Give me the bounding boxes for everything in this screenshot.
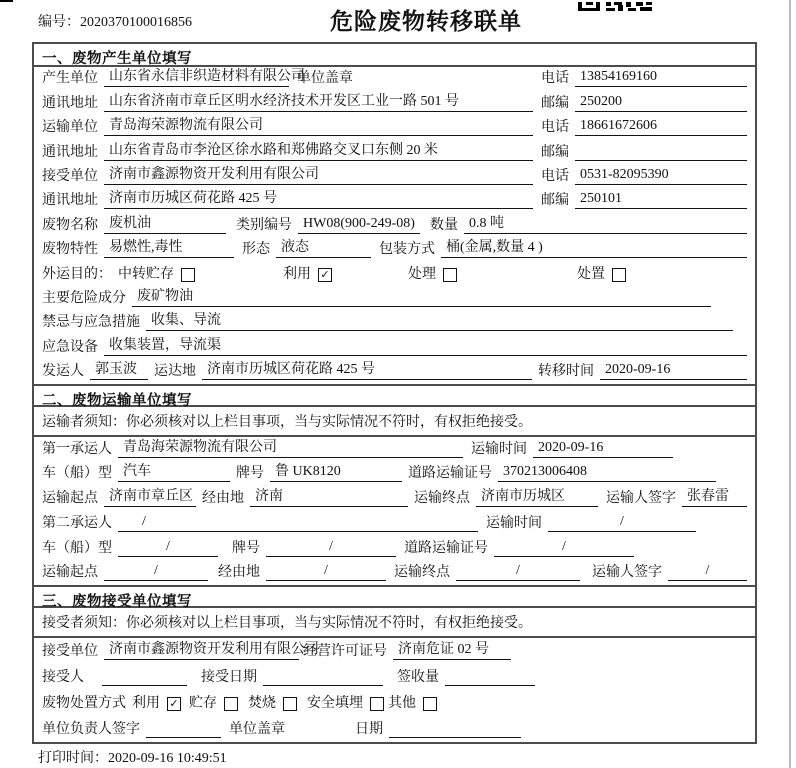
- form-row: [34, 140, 755, 164]
- field-label: 电话: [541, 168, 569, 184]
- form-row: [34, 561, 755, 586]
- option-label: 贮存: [189, 696, 217, 712]
- page-corner-mark: [0, 0, 13, 2]
- license-number-value: 济南危证 02 号: [393, 638, 511, 660]
- field-label: 运达地: [154, 364, 196, 380]
- field-label: 废物名称: [42, 217, 98, 233]
- vehicle-type-1-value: 汽车: [118, 460, 230, 482]
- print-time-value: 2020-09-16 10:49:51: [108, 751, 227, 766]
- received-quantity-value: [445, 684, 535, 686]
- field-label: 运输人签字: [606, 491, 676, 507]
- main-hazard-component-value: 废矿物油: [132, 285, 711, 307]
- field-label: 车（船）型: [42, 466, 112, 482]
- field-label: 通讯地址: [42, 193, 98, 209]
- option-label: 处理: [408, 266, 436, 282]
- transport-date-2-value: /: [548, 514, 696, 532]
- field-label: 单位负责人签字: [42, 722, 140, 738]
- field-label: 运输终点: [394, 565, 450, 581]
- terminal-2-value: /: [456, 563, 580, 581]
- form-table: [32, 42, 757, 744]
- transporter-unit-value: 青岛海荣源物流有限公司: [104, 114, 533, 136]
- waste-characteristics-value: 易燃性,毒性: [104, 236, 234, 258]
- qr-code-fragment-icon: [578, 0, 652, 16]
- serial-value: 2020370100016856: [80, 15, 192, 30]
- receiver-address-value: 济南市历城区荷花路 425 号: [104, 187, 533, 209]
- checkbox-icon: [443, 268, 457, 282]
- form-row-outbound-purpose: [34, 262, 755, 286]
- producer-address-value: 山东省济南市章丘区明水经济技术开发区工业一路 501 号: [104, 90, 533, 112]
- form-row: [34, 91, 755, 115]
- field-label: 牌号: [236, 466, 264, 482]
- option-label: 焚烧: [248, 696, 276, 712]
- field-label: 电话: [541, 120, 569, 136]
- vehicle-type-2-value: /: [118, 539, 218, 557]
- checkbox-icon: [181, 268, 195, 282]
- checkbox-mark: ✓: [169, 697, 179, 711]
- form-row: [34, 536, 755, 561]
- field-label: 废物特性: [42, 242, 98, 258]
- option-label: 安全填埋: [307, 696, 363, 712]
- form-row: [34, 287, 755, 311]
- waste-quantity-value: 0.8 吨: [464, 212, 747, 234]
- page-title: 危险废物转移联单: [330, 9, 522, 34]
- checkbox-icon: [167, 697, 181, 711]
- receiver-unit-value: 济南市鑫源物资开发利用有限公司: [104, 163, 533, 185]
- field-label: 接受单位: [42, 168, 98, 184]
- field-label: 经营许可证号: [303, 644, 387, 660]
- form-row: [34, 462, 755, 487]
- form-row: [34, 311, 755, 335]
- transport-date-1-value: 2020-09-16: [533, 440, 673, 458]
- option-label: 处置: [577, 266, 605, 282]
- field-label: 运输起点: [42, 565, 98, 581]
- form-row: [34, 213, 755, 237]
- field-label: 包装方式: [379, 242, 435, 258]
- field-label: 邮编: [541, 193, 569, 209]
- emergency-equipment-value: 收集装置，导流渠: [104, 334, 747, 356]
- page-edge-line: [789, 0, 791, 768]
- taboo-emergency-measures-value: 收集、导流: [146, 309, 733, 331]
- unit-seal-label: 单位盖章: [297, 71, 353, 87]
- checkbox-icon: [370, 697, 384, 711]
- field-label: 车（船）型: [42, 540, 112, 556]
- form-row: [34, 116, 755, 140]
- form-row: [34, 335, 755, 359]
- checkbox-icon: [318, 268, 332, 282]
- form-row: [34, 360, 755, 384]
- receiving-unit-value: 济南市鑫源物资开发利用有限公司: [104, 638, 299, 660]
- first-carrier-value: 青岛海荣源物流有限公司: [118, 436, 463, 458]
- option-label: 其他: [388, 696, 416, 712]
- waste-category-code-value: HW08(900-249-08): [298, 216, 420, 234]
- form-row: [34, 638, 755, 664]
- field-label: 运输起点: [42, 491, 98, 507]
- transporter-address-value: 山东省青岛市李沧区徐水路和郑佛路交叉口东侧 20 米: [104, 139, 533, 161]
- plate-number-1-value: 鲁 UK8120: [270, 460, 402, 482]
- responsible-signature-value: [146, 736, 221, 738]
- field-label: 签收量: [397, 670, 439, 686]
- field-label: 通讯地址: [42, 144, 98, 160]
- field-label: 废物处置方式: [42, 696, 126, 712]
- via-1-value: 济南: [250, 485, 408, 507]
- field-label: 牌号: [232, 540, 260, 556]
- sign-date-value: [389, 736, 521, 738]
- form-row: [34, 67, 755, 91]
- field-label: 产生单位: [42, 71, 98, 87]
- print-time: [38, 747, 227, 767]
- receiver-postcode-value: 250101: [575, 191, 747, 209]
- field-label: 外运目的：: [42, 266, 112, 282]
- producer-postcode-value: 250200: [575, 94, 747, 112]
- carrier-signature-2-value: /: [668, 563, 747, 581]
- field-label: 第一承运人: [42, 441, 112, 457]
- consignor-value: 郭玉波: [90, 358, 148, 380]
- option-label: 利用: [283, 266, 311, 282]
- form-row: [34, 165, 755, 189]
- origin-1-value: 济南市章丘区: [104, 485, 196, 507]
- destination-value: 济南市历城区荷花路 425 号: [202, 358, 532, 380]
- option-label: 利用: [132, 696, 160, 712]
- print-time-label: 打印时间：: [38, 751, 108, 766]
- serial-label: 编号：: [38, 15, 80, 30]
- field-label: 邮编: [541, 144, 569, 160]
- form-row-disposal-method: [34, 690, 755, 716]
- form-row: [34, 238, 755, 262]
- field-label: 运输时间: [486, 515, 542, 531]
- field-label: 经由地: [218, 565, 260, 581]
- field-label: 运输单位: [42, 120, 98, 136]
- checkbox-icon: [224, 697, 238, 711]
- checkbox-icon: [283, 697, 297, 711]
- receiver-person-value: [102, 684, 187, 686]
- field-label: 发运人: [42, 364, 84, 380]
- via-2-value: /: [266, 563, 386, 581]
- field-label: 电话: [541, 71, 569, 87]
- form-row: [34, 189, 755, 213]
- waste-name-value: 废机油: [104, 212, 226, 234]
- field-label: 接受日期: [201, 670, 257, 686]
- field-label: 数量: [430, 217, 458, 233]
- section1-header: 一、废物产生单位填写: [34, 44, 755, 67]
- plate-number-2-value: /: [266, 539, 396, 557]
- field-label: 运输人签字: [592, 565, 662, 581]
- option-label: 中转贮存: [118, 266, 174, 282]
- form-row: [34, 437, 755, 462]
- field-label: 通讯地址: [42, 95, 98, 111]
- field-label: 接受人: [42, 670, 84, 686]
- field-label: 接受单位: [42, 644, 98, 660]
- transporter-notice: 运输者须知：你必须核对以上栏目事项，当与实际情况不符时，有权拒绝接受。: [34, 407, 755, 437]
- form-row: [34, 486, 755, 511]
- field-label: 运输时间: [471, 441, 527, 457]
- road-transport-cert-2-value: /: [494, 539, 634, 557]
- field-label: 道路运输证号: [408, 466, 492, 482]
- road-transport-cert-1-value: 370213006408: [498, 464, 716, 482]
- section2-header: 二、废物运输单位填写: [34, 384, 755, 407]
- form-row: [34, 664, 755, 690]
- packing-method-value: 桶(金属,数量 4 ): [441, 236, 747, 258]
- serial-number: [38, 11, 192, 31]
- field-label: 日期: [355, 722, 383, 738]
- origin-2-value: /: [104, 563, 208, 581]
- field-label: 经由地: [202, 491, 244, 507]
- carrier-signature-1-value: 张春雷: [682, 485, 747, 507]
- field-label: 类别编号: [236, 217, 292, 233]
- transporter-phone-value: 18661672606: [575, 118, 747, 136]
- waste-form-value: 液态: [276, 236, 371, 258]
- form-row: [34, 716, 755, 742]
- field-label: 应急设备: [42, 339, 98, 355]
- field-label: 禁忌与应急措施: [42, 315, 140, 331]
- field-label: 邮编: [541, 95, 569, 111]
- receiver-notice: 接受者须知：你必须核对以上栏目事项，当与实际情况不符时，有权拒绝接受。: [34, 608, 755, 638]
- receive-date-value: [263, 684, 383, 686]
- field-label: 转移时间: [538, 364, 594, 380]
- unit-seal-label: 单位盖章: [229, 722, 285, 738]
- field-label: 主要危险成分: [42, 290, 126, 306]
- field-label: 第二承运人: [42, 515, 112, 531]
- transporter-postcode-value: [575, 159, 747, 161]
- terminal-1-value: 济南市历城区: [476, 485, 598, 507]
- field-label: 运输终点: [414, 491, 470, 507]
- producer-phone-value: 13854169160: [575, 69, 747, 87]
- transfer-date-value: 2020-09-16: [600, 362, 747, 380]
- second-carrier-value: /: [118, 514, 478, 532]
- field-label: 道路运输证号: [404, 540, 488, 556]
- field-label: 形态: [242, 242, 270, 258]
- checkbox-icon: [423, 697, 437, 711]
- checkbox-icon: [612, 268, 626, 282]
- checkbox-mark: ✓: [320, 267, 330, 281]
- receiver-phone-value: 0531-82095390: [575, 167, 747, 185]
- form-row: [34, 511, 755, 536]
- section3-header: 三、废物接受单位填写: [34, 585, 755, 608]
- producer-unit-value: 山东省永信非织造材料有限公司: [104, 65, 289, 87]
